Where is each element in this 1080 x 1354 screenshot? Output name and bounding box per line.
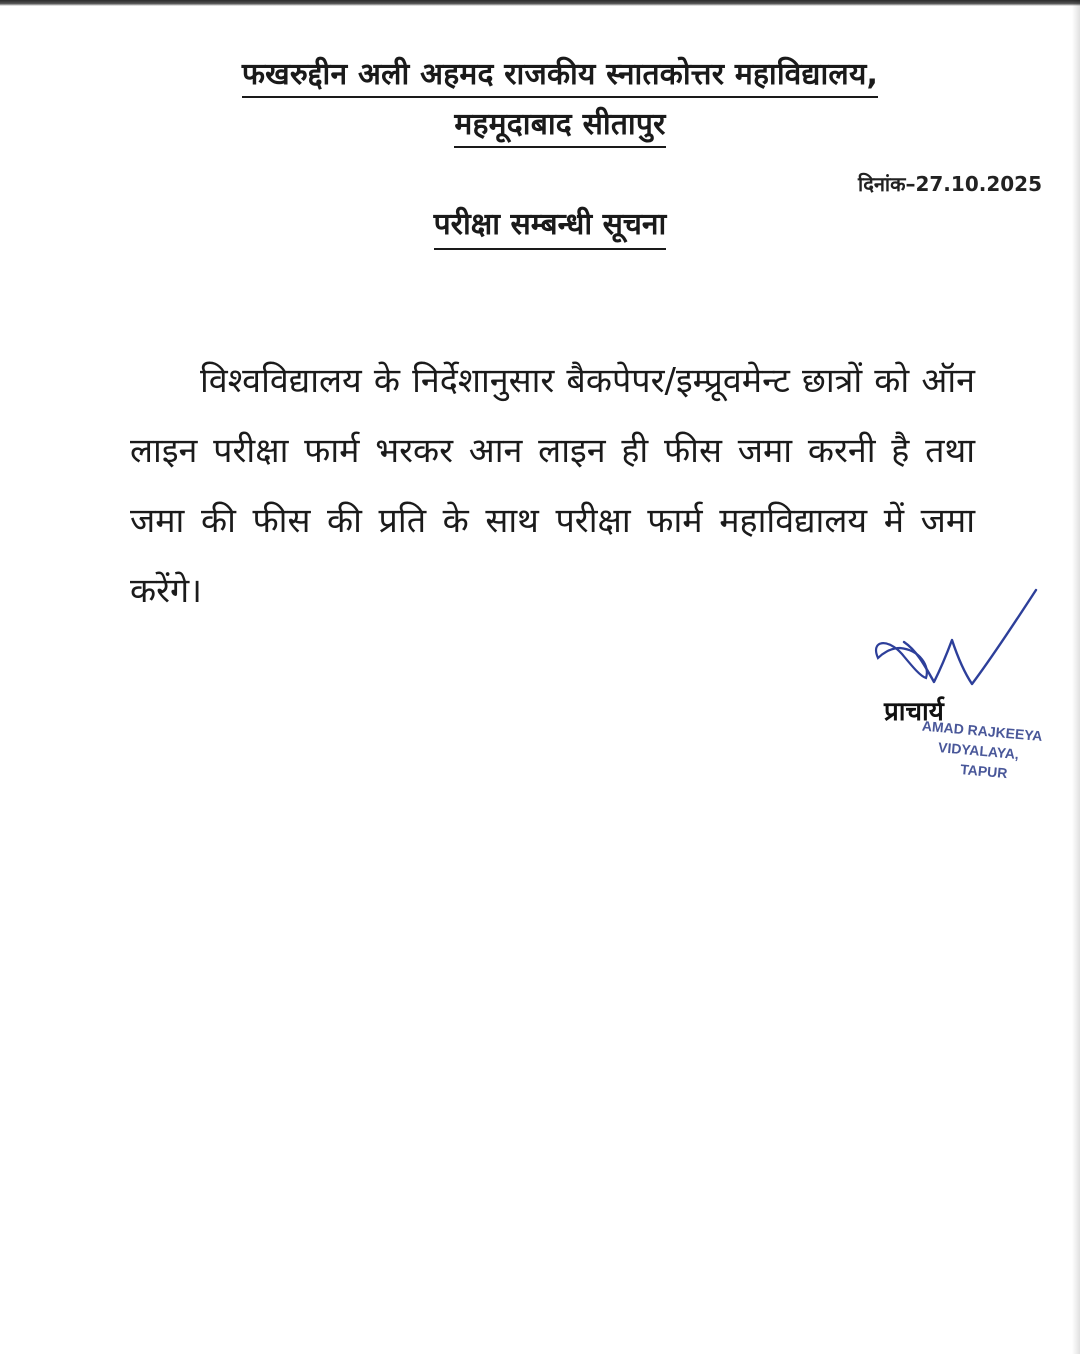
stamp-line: VIDYALAYA, xyxy=(937,739,1020,763)
notice-subject-text: परीक्षा सम्बन्धी सूचना xyxy=(434,207,667,250)
stamp-line: AMAD RAJKEEYA xyxy=(921,717,1044,745)
college-seal-stamp xyxy=(918,716,1073,789)
stamp-line: TAPUR xyxy=(959,761,1009,782)
principal-title: प्राचार्य xyxy=(884,697,944,727)
college-name-line1-text: फखरुद्दीन अली अहमद राजकीय स्नातकोत्तर महाविद्यालय, xyxy=(242,57,878,98)
handwritten-signature xyxy=(860,580,1050,710)
college-name-line2 xyxy=(120,102,1000,143)
college-name-line2-text: महमूदाबाद सीतापुर xyxy=(454,107,665,148)
college-name-line1 xyxy=(120,52,1000,93)
notice-date: दिनांक–27.10.2025 xyxy=(858,172,1042,196)
notice-body: विश्वविद्यालय के निर्देशानुसार बैकपेपर/इम्प्रूवमेन्ट छात्रों को ऑन लाइन परीक्षा फार्म भरकर आन लाइन ही फीस जमा करनी है तथा जमा की फीस की प्रति के साथ परीक्षा फार्म महाविद्यालय में जमा करेंगे। xyxy=(130,361,975,611)
notice-subject xyxy=(300,202,800,243)
